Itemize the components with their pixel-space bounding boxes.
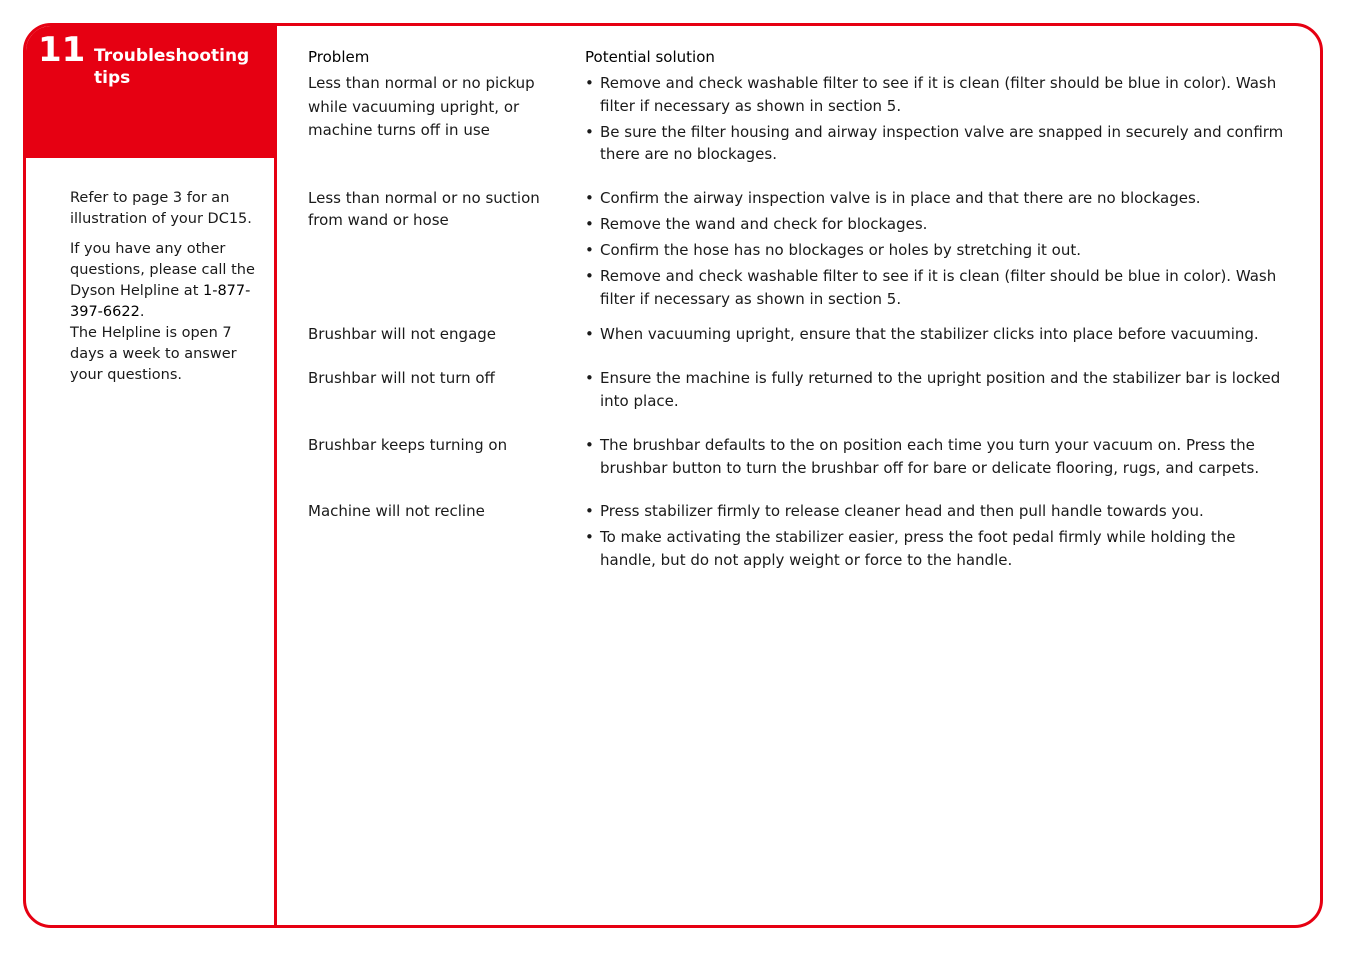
solution-text: Remove the wand and check for blockages. xyxy=(600,215,928,233)
helpline-intro: If you have any other questions, please call the Dyson Helpline at xyxy=(70,241,255,299)
problem-cell: Machine will not recline xyxy=(308,502,485,520)
sidebar-info xyxy=(70,188,260,395)
problem-column-header: Problem xyxy=(308,48,370,66)
solution-item xyxy=(585,121,1295,166)
bullet: • xyxy=(585,436,594,454)
solution-cell xyxy=(585,72,1295,169)
bullet: • xyxy=(585,74,594,92)
bullet: • xyxy=(585,369,594,387)
solution-item xyxy=(585,239,1295,262)
solution-text: Confirm the hose has no blockages or holes by stretching it out. xyxy=(600,241,1082,259)
problem-cell: Brushbar will not turn off xyxy=(308,369,495,387)
bullet: • xyxy=(585,189,594,207)
problem-cell: Brushbar keeps turning on xyxy=(308,436,508,454)
solution-item xyxy=(585,500,1295,523)
solution-item xyxy=(585,323,1295,346)
problem-cell: Brushbar will not engage xyxy=(308,325,497,343)
bullet: • xyxy=(585,241,594,259)
solution-text: Remove and check washable filter to see if it is clean (filter should be blue in color). Wash filter if necessary as shown in section 5. xyxy=(600,74,1277,115)
solution-cell xyxy=(585,323,1295,349)
solution-item xyxy=(585,265,1295,310)
solution-cell xyxy=(585,367,1295,416)
problem-cell: Less than normal or no suction from wand or hose xyxy=(308,189,540,229)
section-title: Troubleshooting tips xyxy=(94,46,250,88)
problem-cell: Less than normal or no pickup while vacuuming upright, or machine turns off in use xyxy=(308,74,535,139)
solution-item xyxy=(585,187,1295,210)
bullet: • xyxy=(585,502,594,520)
bullet: • xyxy=(585,325,594,343)
page-frame xyxy=(23,23,1323,928)
solution-item xyxy=(585,72,1295,117)
bullet: • xyxy=(585,528,594,546)
solution-text: Confirm the airway inspection valve is in place and that there are no blockages. xyxy=(600,189,1201,207)
solution-text: To make activating the stabilizer easier, press the foot pedal firmly while holding the handle, but do not apply weight or force to the handle. xyxy=(600,528,1236,569)
bullet: • xyxy=(585,122,594,141)
sidebar xyxy=(26,26,277,925)
solution-column-header: Potential solution xyxy=(585,48,715,66)
helpline-hours: The Helpline is open 7 days a week to answer your questions. xyxy=(70,325,237,383)
solution-item xyxy=(585,526,1295,571)
helpline-text: If you have any other questions, please call the Dyson Helpline at 1-877-397-6622. The Helpline is open 7 days a week to answer your questions. xyxy=(70,241,255,383)
solution-text: Remove and check washable filter to see if it is clean (filter should be blue in color). Wash filter if necessary as shown in section 5. xyxy=(600,267,1277,308)
bullet: • xyxy=(585,215,594,233)
solution-item xyxy=(585,434,1295,479)
solution-text: Be sure the filter housing and airway inspection valve are snapped in securely and confirm there are no blockages. xyxy=(600,122,1284,163)
solution-text: Ensure the machine is fully returned to the upright position and the stabilizer bar is locked into place. xyxy=(600,369,1281,410)
solution-text: Press stabilizer firmly to release cleaner head and then pull handle towards you. xyxy=(600,502,1204,520)
solution-cell xyxy=(585,434,1295,483)
solution-item xyxy=(585,213,1295,236)
bullet: • xyxy=(585,267,594,285)
section-number: 11 xyxy=(38,30,86,70)
solution-item xyxy=(585,367,1295,412)
refer-text: Refer to page 3 for an illustration of your DC15. xyxy=(70,190,252,227)
solution-text: When vacuuming upright, ensure that the stabilizer clicks into place before vacuuming. xyxy=(600,325,1259,343)
solution-cell xyxy=(585,500,1295,575)
solution-cell xyxy=(585,187,1295,314)
solution-text: The brushbar defaults to the on position each time you turn your vacuum on. Press the brushbar button to turn the brushbar off for bare or delicate flooring, rugs, and carpets. xyxy=(600,436,1260,477)
section-header xyxy=(26,26,274,158)
helpline-phone: 1-877-397-6622 xyxy=(70,283,251,320)
